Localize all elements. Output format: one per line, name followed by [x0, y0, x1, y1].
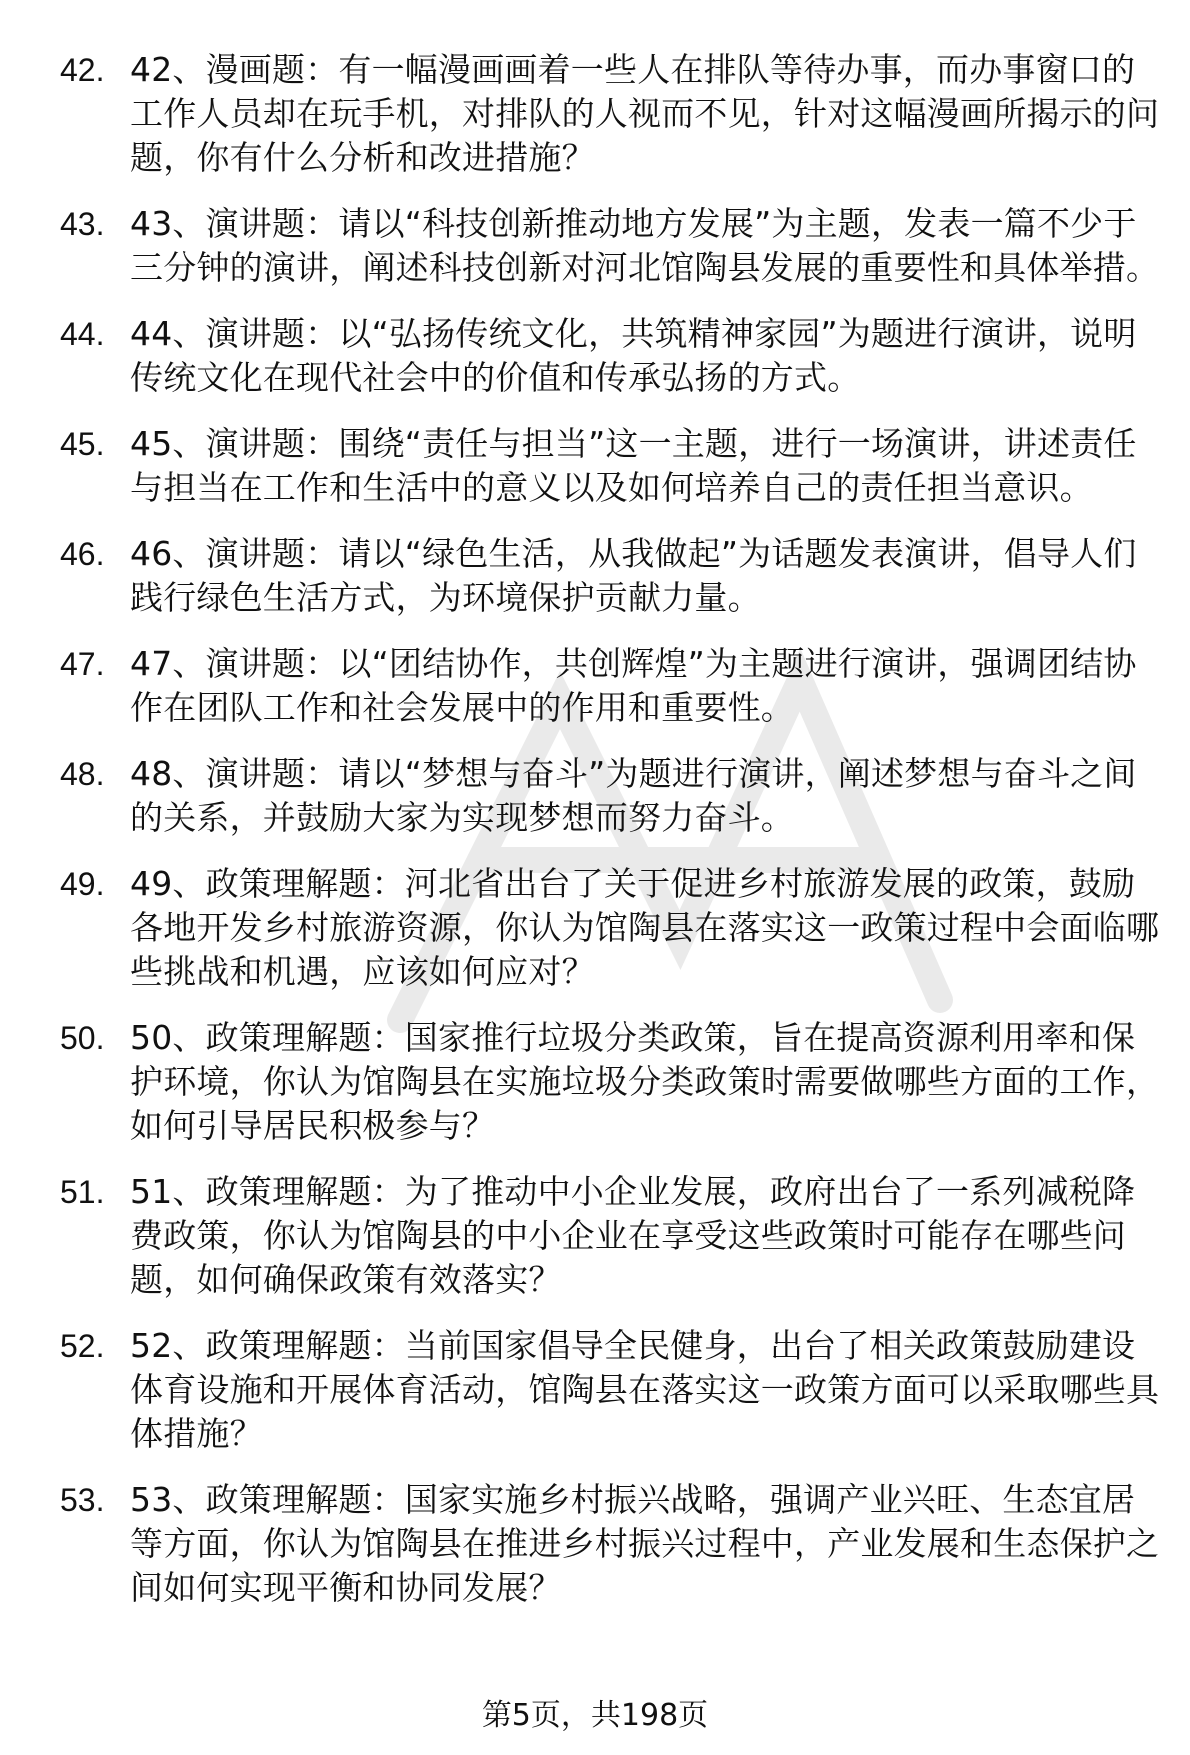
list-item — [60, 48, 1160, 180]
question-number: 51. — [60, 1174, 105, 1210]
page-number-label: 第5页，共198页 — [481, 1698, 709, 1733]
list-item — [60, 1478, 1160, 1610]
list-item — [60, 862, 1160, 994]
question-number: 45. — [60, 426, 105, 462]
list-item — [60, 1324, 1160, 1456]
question-number: 52. — [60, 1328, 105, 1364]
page-footer — [0, 1696, 1190, 1736]
question-number: 43. — [60, 206, 105, 242]
list-item — [60, 642, 1160, 730]
question-number: 49. — [60, 866, 105, 902]
list-item — [60, 312, 1160, 400]
question-list — [60, 48, 1160, 1632]
list-item — [60, 752, 1160, 840]
question-number: 42. — [60, 52, 105, 88]
question-number: 50. — [60, 1020, 105, 1056]
question-number: 53. — [60, 1482, 105, 1518]
question-text: 53、政策理解题：国家实施乡村振兴战略，强调产业兴旺、生态宜居等方面，你认为馆陶县在推进乡村振兴过程中，产业发展和生态保护之间如何实现平衡和协同发展？ — [130, 1480, 1160, 1607]
list-item — [60, 422, 1160, 510]
list-item — [60, 532, 1160, 620]
question-text: 50、政策理解题：国家推行垃圾分类政策，旨在提高资源利用率和保护环境，你认为馆陶县在实施垃圾分类政策时需要做哪些方面的工作，如何引导居民积极参与？ — [130, 1018, 1160, 1145]
question-text: 52、政策理解题：当前国家倡导全民健身，出台了相关政策鼓励建设体育设施和开展体育活动，馆陶县在落实这一政策方面可以采取哪些具体措施？ — [130, 1326, 1160, 1453]
question-text: 51、政策理解题：为了推动中小企业发展，政府出台了一系列减税降费政策，你认为馆陶县的中小企业在享受这些政策时可能存在哪些问题，如何确保政策有效落实？ — [130, 1172, 1136, 1299]
question-number: 47. — [60, 646, 105, 682]
question-text: 46、演讲题：请以“绿色生活，从我做起”为话题发表演讲，倡导人们践行绿色生活方式，为环境保护贡献力量。 — [130, 534, 1137, 617]
list-item — [60, 1016, 1160, 1148]
question-text: 45、演讲题：围绕“责任与担当”这一主题，进行一场演讲，讲述责任与担当在工作和生活中的意义以及如何培养自己的责任担当意识。 — [130, 424, 1137, 507]
question-number: 46. — [60, 536, 105, 572]
question-text: 44、演讲题：以“弘扬传统文化，共筑精神家园”为题进行演讲，说明传统文化在现代社会中的价值和传承弘扬的方式。 — [130, 314, 1137, 397]
question-text: 42、漫画题：有一幅漫画画着一些人在排队等待办事，而办事窗口的工作人员却在玩手机，对排队的人视而不见，针对这幅漫画所揭示的问题，你有什么分析和改进措施？ — [130, 50, 1160, 177]
question-text: 43、演讲题：请以“科技创新推动地方发展”为主题，发表一篇不少于三分钟的演讲，阐述科技创新对河北馆陶县发展的重要性和具体举措。 — [130, 204, 1160, 287]
question-text: 48、演讲题：请以“梦想与奋斗”为题进行演讲，阐述梦想与奋斗之间的关系，并鼓励大家为实现梦想而努力奋斗。 — [130, 754, 1137, 837]
question-text: 47、演讲题：以“团结协作，共创辉煌”为主题进行演讲，强调团结协作在团队工作和社会发展中的作用和重要性。 — [130, 644, 1137, 727]
question-text: 49、政策理解题：河北省出台了关于促进乡村旅游发展的政策，鼓励各地开发乡村旅游资源，你认为馆陶县在落实这一政策过程中会面临哪些挑战和机遇，应该如何应对？ — [130, 864, 1160, 991]
list-item — [60, 1170, 1160, 1302]
question-number: 48. — [60, 756, 105, 792]
list-item — [60, 202, 1160, 290]
question-number: 44. — [60, 316, 105, 352]
